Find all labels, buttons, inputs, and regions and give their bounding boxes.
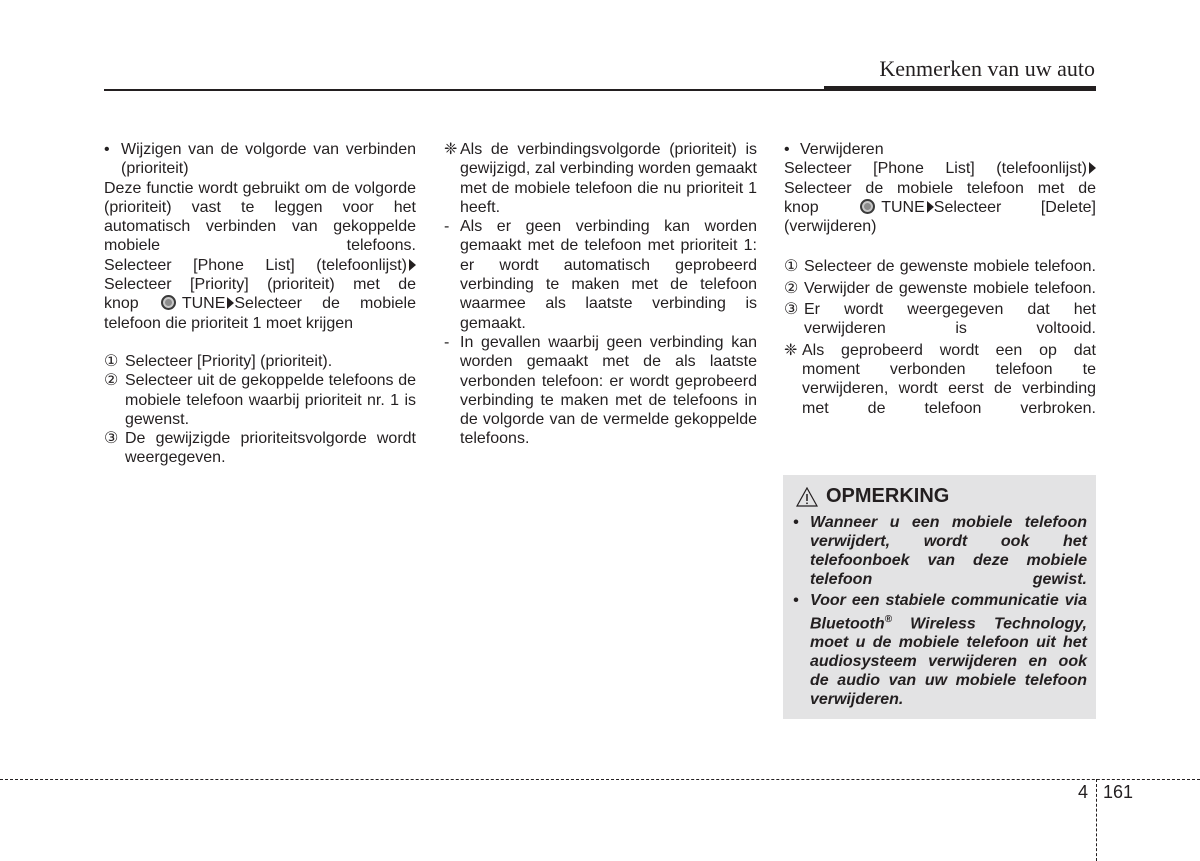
note-text: Voor een stabiele communicatie via Bluetooth® Wireless Technology, moet u de mobiele telefoon uit het audiosysteem verwijderen en ook de audio van uw mobiele telefoon verwijderen. — [810, 592, 1087, 709]
footer-rule — [0, 779, 1200, 780]
note-item — [444, 333, 757, 449]
instruction-line: Selecteer [Phone List] (telefoonlijst) — [784, 159, 1096, 178]
step-item — [784, 279, 1096, 298]
step-number: ③ — [784, 301, 799, 319]
instruction-line: Selecteer [Priority] (prioriteit) met de — [104, 276, 416, 294]
bullet-item — [784, 140, 1096, 159]
note-text: In gevallen waarbij geen verbinding kan worden gemaakt met de als laatste verbonden telefoon: er wordt geprobeerd verbinding te maken met de telefoons in de volgorde van de vermelde gekoppelde telefoons. — [460, 333, 757, 448]
bullet-item — [104, 140, 416, 179]
section-heading: Wijzigen van de volgorde van verbinden (prioriteit) — [121, 141, 416, 178]
arrow-right-icon — [1089, 162, 1096, 174]
step-number: ③ — [104, 430, 119, 448]
note-item — [444, 217, 757, 333]
section-heading: Verwijderen — [800, 141, 884, 158]
note-item — [784, 341, 1096, 418]
arrow-right-icon — [927, 201, 934, 213]
note-box — [783, 475, 1096, 719]
note-item — [793, 591, 1087, 709]
step-text: Verwijder de gewenste mobiele telefoon. — [804, 279, 1096, 297]
step-number: ② — [784, 279, 799, 297]
chapter-number: 4 — [1078, 782, 1089, 802]
step-number: ② — [104, 372, 119, 390]
note-item — [444, 140, 757, 217]
note-text: Als geprobeerd wordt een op dat moment verbonden telefoon te verwijderen, wordt eerst de verbinding met de telefoon verbroken. — [802, 341, 1096, 417]
step-text: De gewijzigde prioriteitsvolgorde wordt weergegeven. — [125, 430, 416, 467]
arrow-right-icon — [409, 259, 416, 271]
page-header-title: Kenmerken van uw auto — [879, 56, 1095, 81]
instruction-line: Selecteer [Phone List] (telefoonlijst) — [104, 256, 416, 275]
header-rule-accent — [824, 86, 1096, 91]
step-item — [784, 300, 1096, 339]
dash-mark: - — [444, 218, 450, 236]
footer-divider — [1096, 779, 1097, 861]
instruction-line: (verwijderen) — [784, 218, 877, 236]
step-text: Selecteer [Priority] (prioriteit). — [125, 352, 333, 370]
step-item — [104, 371, 416, 429]
instruction-line: Selecteer de mobiele telefoon met de — [784, 179, 1096, 197]
step-text: Er wordt weergegeven dat het verwijderen is voltooid. — [804, 301, 1096, 338]
instruction-line: telefoon die prioriteit 1 moet krijgen — [104, 314, 354, 332]
step-item — [104, 352, 416, 371]
bullet-mark: • — [104, 141, 110, 158]
note-text: Als de verbindingsvolgorde (prioriteit) is gewijzigd, zal verbinding worden gemaakt met de mobiele telefoon die nu prioriteit 1 heeft. — [460, 141, 757, 216]
instruction-line: knop TUNE Selecteer [Delete] — [784, 198, 1096, 216]
intro-paragraph: Deze functie wordt gebruikt om de volgorde (prioriteit) vast te leggen voor het automatisch verbinden van gekoppelde mobiele telefoons. — [104, 179, 416, 255]
asterism-mark: ❈ — [444, 141, 458, 158]
asterism-mark: ❈ — [784, 341, 798, 359]
column-2 — [444, 140, 757, 449]
column-3 — [784, 140, 1096, 418]
bullet-mark: • — [793, 592, 799, 609]
bullet-mark: • — [784, 141, 790, 158]
page-number: 161 — [1103, 782, 1134, 802]
instruction-line: knop TUNE Selecteer de mobiele — [104, 295, 416, 313]
note-text: Als er geen verbinding kan worden gemaakt met de telefoon met prioriteit 1: er wordt automatisch geprobeerd verbinding te maken met de telefoon waarmee als laatste verbinding is gemaakt. — [460, 218, 757, 332]
note-header — [796, 485, 949, 508]
note-body — [793, 513, 1087, 709]
note-title: OPMERKING — [826, 485, 950, 507]
note-text: Wanneer u een mobiele telefoon verwijdert, wordt ook het telefoonboek van deze mobiele telefoon gewist. — [810, 514, 1087, 588]
column-1 — [104, 140, 416, 468]
note-item — [793, 513, 1087, 589]
tune-knob-icon — [860, 199, 875, 214]
step-number: ① — [104, 352, 119, 370]
step-item — [104, 429, 416, 468]
step-number: ① — [784, 258, 799, 276]
step-item — [784, 257, 1096, 276]
step-text: Selecteer uit de gekoppelde telefoons de mobiele telefoon waarbij prioriteit nr. 1 is gewenst. — [125, 372, 416, 428]
tune-knob-icon — [161, 295, 176, 310]
dash-mark: - — [444, 333, 450, 351]
warning-triangle-icon — [796, 487, 818, 507]
bullet-mark: • — [793, 514, 799, 531]
step-text: Selecteer de gewenste mobiele telefoon. — [804, 258, 1096, 276]
